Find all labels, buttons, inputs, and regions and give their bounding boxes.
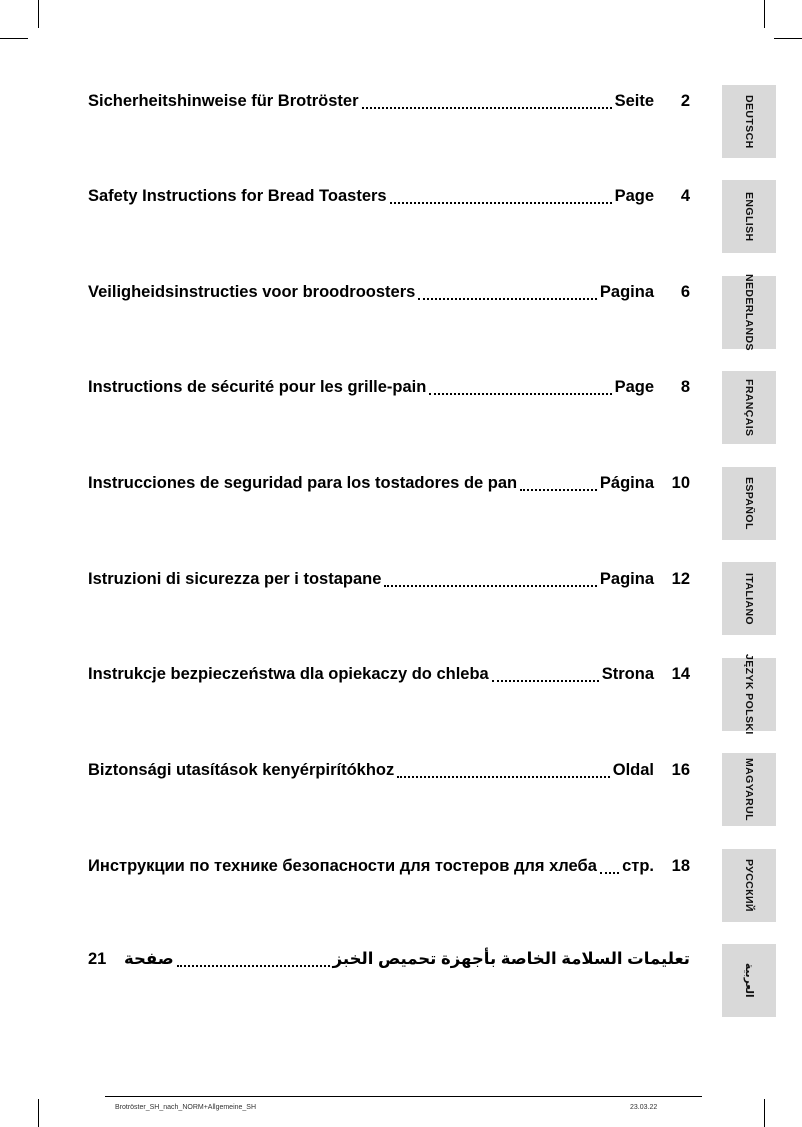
toc-page-label: Página xyxy=(599,474,654,492)
toc-page-label: Pagina xyxy=(599,283,654,301)
language-tab-label: MAGYARUL xyxy=(743,758,755,821)
toc-page-number: 18 xyxy=(671,857,690,875)
toc-entry xyxy=(88,92,690,112)
toc-entry xyxy=(88,283,690,303)
crop-mark-top-right-vertical xyxy=(764,0,765,28)
crop-mark-bottom-left-vertical xyxy=(38,1099,39,1127)
toc-entry xyxy=(88,378,690,398)
language-tab-label: ESPAÑOL xyxy=(743,477,755,530)
crop-mark-top-right-horizontal xyxy=(774,38,802,39)
toc-page-number: 14 xyxy=(671,665,690,683)
toc-leader-dots xyxy=(390,202,612,204)
language-tab-label: FRANÇAIS xyxy=(743,378,755,437)
toc-leader-dots xyxy=(177,965,330,967)
language-tab-label: РУССКИЙ xyxy=(743,859,755,912)
toc-page-number: 10 xyxy=(671,474,690,492)
toc-page-label: Oldal xyxy=(612,761,654,779)
toc-entry-title: تعليمات السلامة الخاصة بأجهزة تحميص الخبز xyxy=(332,950,690,968)
toc-page-number: 2 xyxy=(680,92,690,110)
toc-leader-dots xyxy=(384,585,596,587)
toc-page-label: Seite xyxy=(614,92,654,110)
toc-entry xyxy=(88,474,690,494)
language-tab-label: DEUTSCH xyxy=(743,94,755,149)
toc-leader-dots xyxy=(600,872,619,874)
toc-leader-dots xyxy=(520,489,597,491)
language-tab-label: العربية xyxy=(743,963,755,998)
language-tab-deutsch xyxy=(722,85,776,158)
toc-leader-dots xyxy=(362,107,612,109)
toc-page-number: 8 xyxy=(680,378,690,396)
toc-entry xyxy=(88,761,690,781)
toc-page-label: стр. xyxy=(622,857,654,875)
language-tab-russkij xyxy=(722,849,776,922)
toc-entry-title: Instrukcje bezpieczeństwa dla opiekaczy do chleba xyxy=(88,665,489,683)
language-tab-label: JĘZYK POLSKI xyxy=(743,654,755,735)
language-tab-label: ITALIANO xyxy=(743,572,755,625)
crop-mark-top-left-horizontal xyxy=(0,38,28,39)
language-tab-label: NEDERLANDS xyxy=(743,274,755,351)
toc-page-number: 4 xyxy=(680,187,690,205)
language-tab-arabic xyxy=(722,944,776,1017)
toc-page-label: Strona xyxy=(601,665,654,683)
language-tab-label: ENGLISH xyxy=(743,191,755,242)
toc-entry-title: Инструкции по технике безопасности для тостеров для хлеба xyxy=(88,857,597,875)
toc-entry-title: Sicherheitshinweise für Brotröster xyxy=(88,92,359,110)
toc-page-label: Pagina xyxy=(599,570,654,588)
crop-mark-bottom-right-vertical xyxy=(764,1099,765,1127)
language-tab-francais xyxy=(722,371,776,444)
language-tab-italiano xyxy=(722,562,776,635)
footer-doc-name: Brotröster_SH_nach_NORM+Allgemeine_SH xyxy=(115,1104,257,1111)
language-tab-english xyxy=(722,180,776,253)
toc-leader-dots xyxy=(492,680,599,682)
toc-page-number: 6 xyxy=(680,283,690,301)
toc-entry-title: Safety Instructions for Bread Toasters xyxy=(88,187,387,205)
toc-leader-dots xyxy=(397,776,610,778)
language-tab-espanol xyxy=(722,467,776,540)
language-tab-jezyk-polski xyxy=(722,654,776,735)
toc-page-number: 12 xyxy=(671,570,690,588)
toc-leader-dots xyxy=(429,393,611,395)
toc-entry-arabic xyxy=(88,950,690,970)
toc-page-label: Page xyxy=(614,187,654,205)
toc-entry-title: Veiligheidsinstructies voor broodroosters xyxy=(88,283,416,301)
toc-entry-title: Instrucciones de seguridad para los tostadores de pan xyxy=(88,474,518,492)
toc-entry xyxy=(88,570,690,590)
toc-entry-title: Instructions de sécurité pour les grille-pain xyxy=(88,378,427,396)
toc-page-label: Page xyxy=(614,378,654,396)
toc-entry xyxy=(88,665,690,685)
footer-rule xyxy=(105,1096,702,1097)
toc-leader-dots xyxy=(418,298,597,300)
toc-entry xyxy=(88,857,690,877)
language-tab-magyarul xyxy=(722,753,776,826)
toc-entry xyxy=(88,187,690,207)
toc-page-number: 21 xyxy=(88,950,107,968)
toc-entry-title: Istruzioni di sicurezza per i tostapane xyxy=(88,570,382,588)
toc-page-label: صفحة xyxy=(124,950,174,968)
toc-page-number: 16 xyxy=(671,761,690,779)
language-tab-nederlands xyxy=(722,276,776,349)
toc-entry-title: Biztonsági utasítások kenyérpirítókhoz xyxy=(88,761,395,779)
footer-date: 23.03.22 xyxy=(630,1104,658,1111)
crop-mark-top-left-vertical xyxy=(38,0,39,28)
